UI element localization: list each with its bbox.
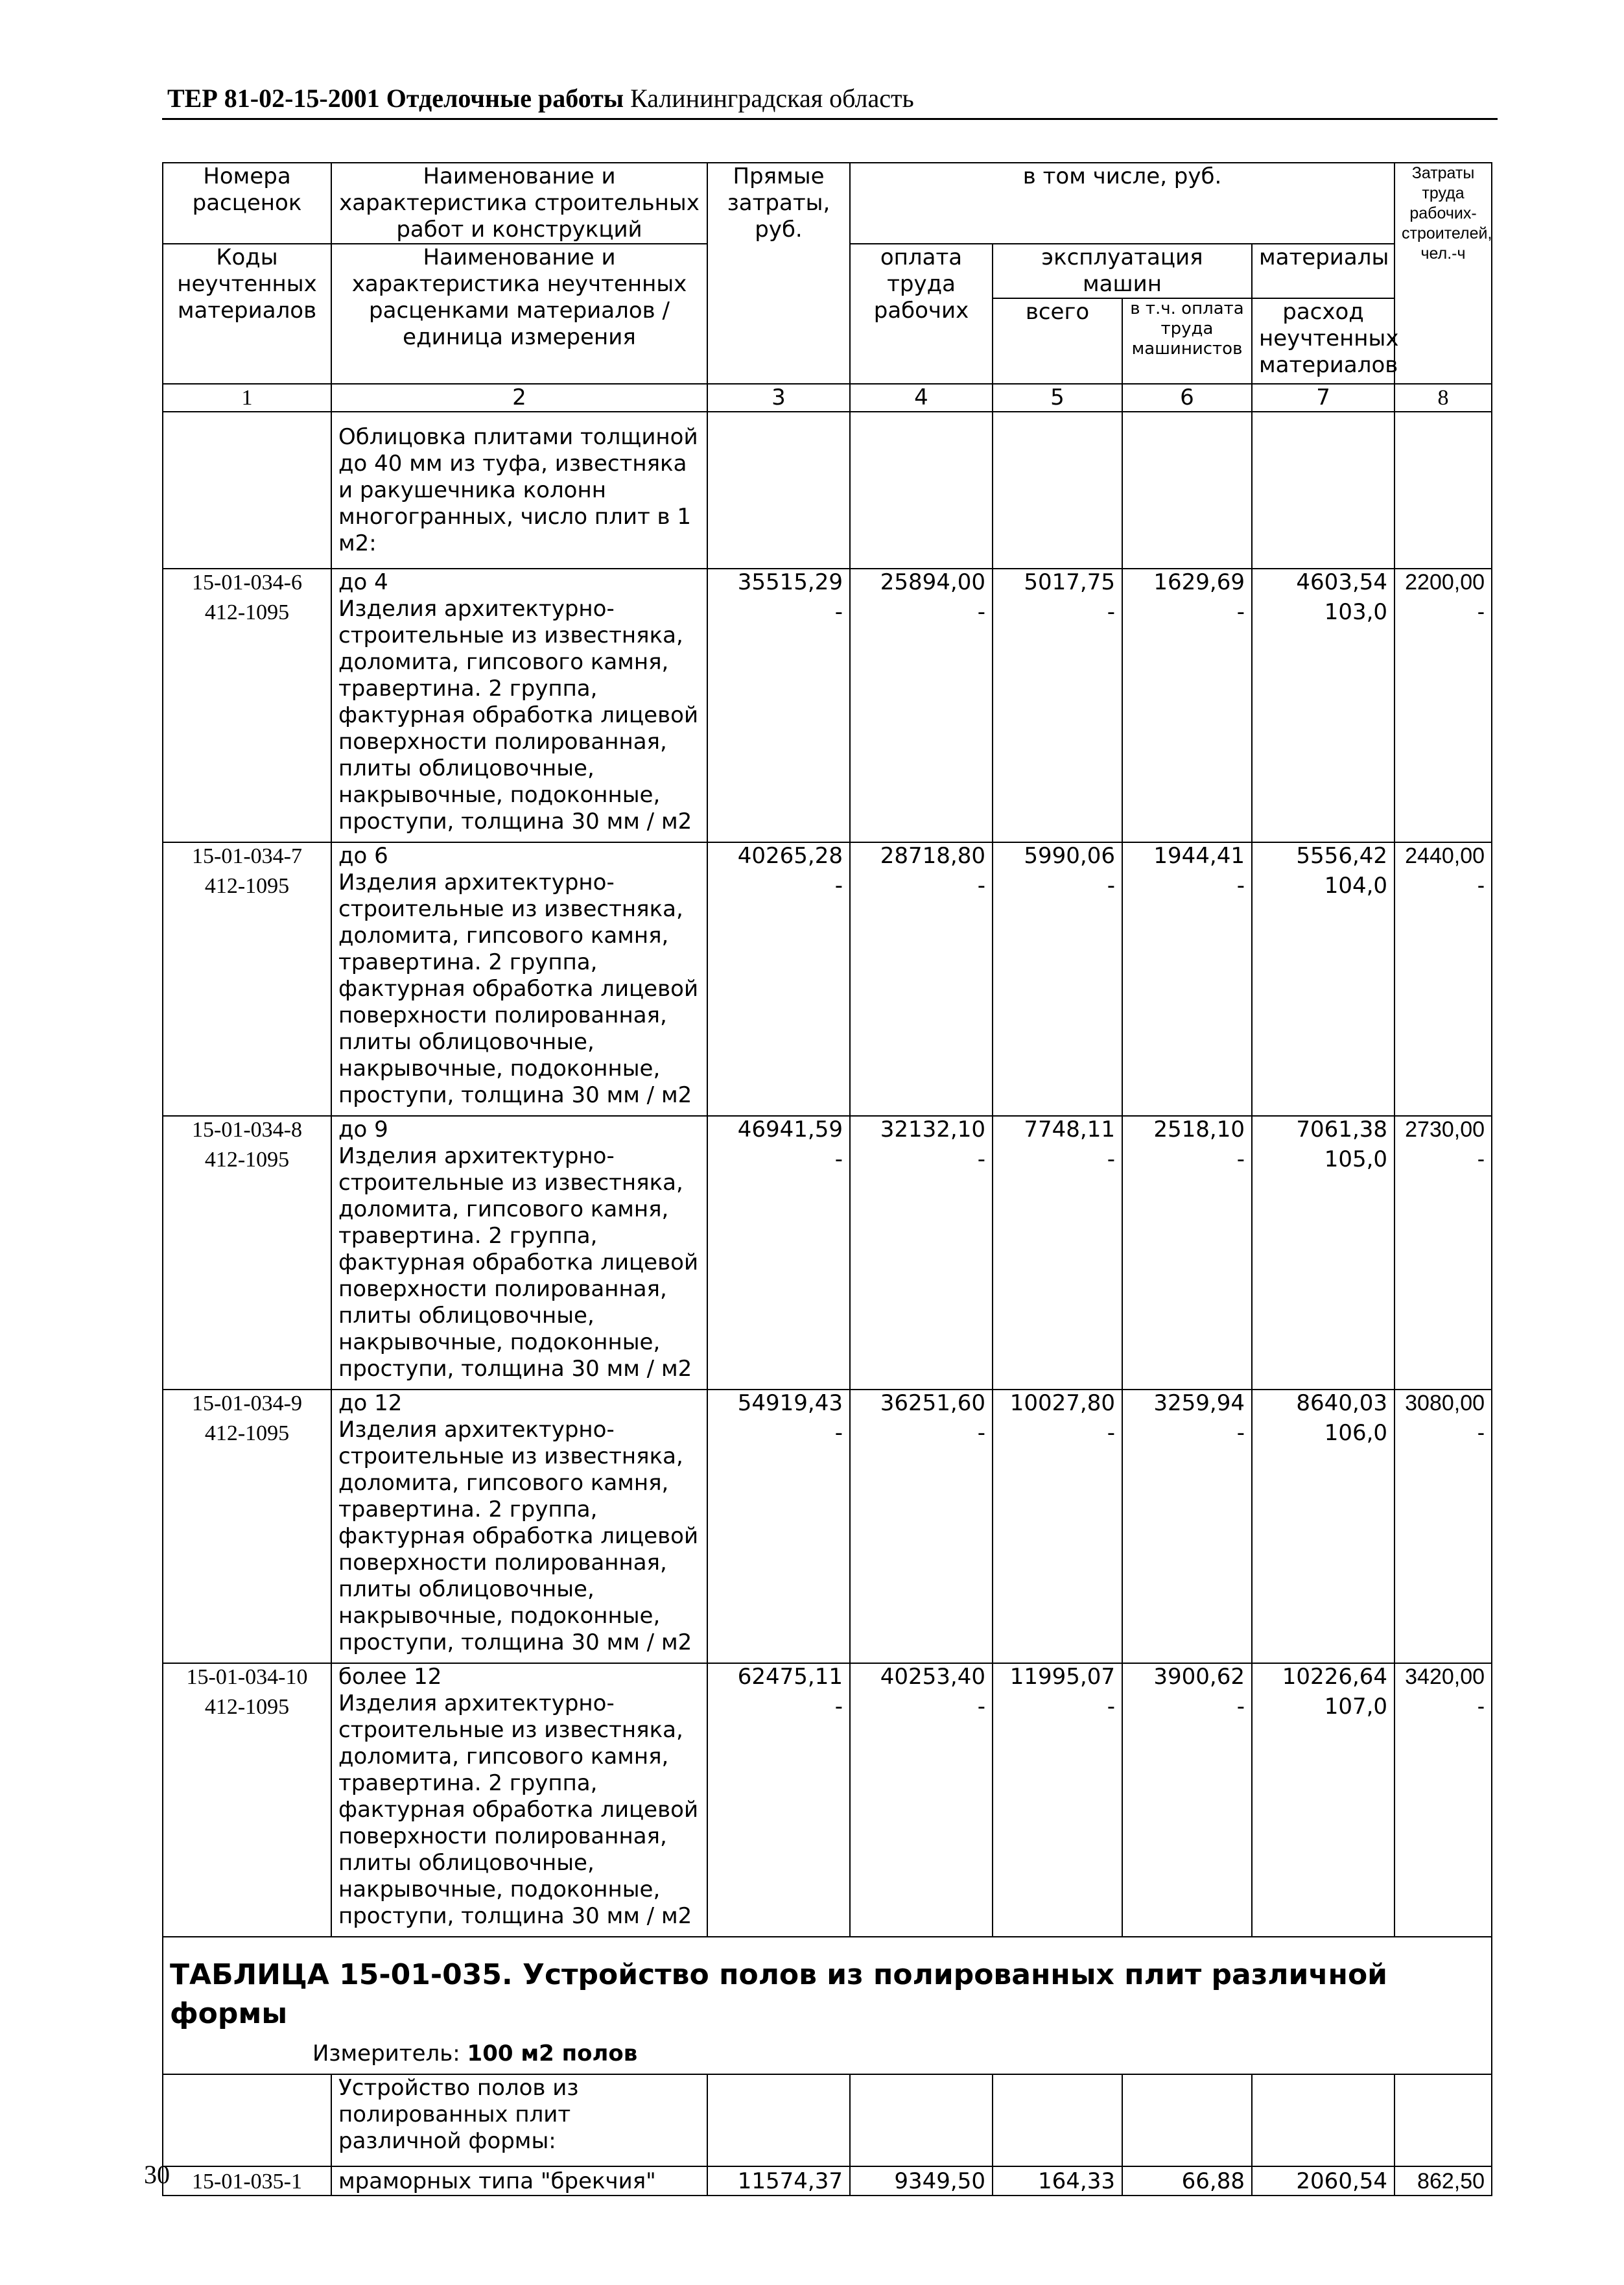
labor-hours-material: -	[1477, 1421, 1485, 1445]
material-description-line: поверхности полированная,	[338, 1823, 667, 1849]
column-number: 7	[1252, 384, 1395, 412]
labor-hours-material: -	[1477, 1147, 1485, 1172]
direct-costs: 46941,59	[737, 1117, 843, 1142]
materials-material: 104,0	[1324, 873, 1388, 899]
worker-pay-material: -	[977, 1420, 985, 1446]
header-labor-hours: Затраты труда рабочих-строителей, чел.-ч	[1395, 163, 1492, 384]
rate-code: 15-01-034-9	[192, 1391, 302, 1415]
labor-hours-material: -	[1477, 600, 1485, 624]
labor-hours: 2440,00	[1405, 844, 1485, 868]
header-including: в том числе, руб.	[850, 163, 1395, 244]
material-description-line: накрывочные, подоконные,	[338, 1603, 661, 1629]
materials: 5556,42	[1296, 843, 1388, 869]
material-description-line: фактурная обработка лицевой	[338, 702, 699, 728]
table2-measure	[163, 2037, 1491, 2074]
labor-hours: 2730,00	[1405, 1117, 1485, 1142]
machinist-pay-material: -	[1236, 1694, 1245, 1720]
machinist-pay-material: -	[1236, 1420, 1245, 1446]
worker-pay: 32132,10	[880, 1117, 985, 1142]
material-code: 412-1095	[204, 600, 290, 624]
materials: 4603,54	[1296, 569, 1388, 595]
materials-material: 103,0	[1324, 599, 1388, 625]
column-number: 1	[163, 384, 331, 412]
material-description-line: доломита, гипсового камня,	[338, 923, 669, 949]
column-number: 8	[1395, 384, 1492, 412]
worker-pay: 36251,60	[880, 1390, 985, 1416]
materials-material: 106,0	[1324, 1420, 1388, 1446]
column-number: 3	[707, 384, 850, 412]
measure-value: 100 м2 полов	[467, 2041, 638, 2066]
machines-total: 10027,80	[1009, 1390, 1115, 1416]
material-description-line: фактурная обработка лицевой	[338, 976, 699, 1002]
document-section: Отделочные работы	[386, 84, 624, 113]
rate-name: до 9	[338, 1117, 388, 1142]
table-row	[163, 842, 1492, 1116]
header-materials: материалы	[1252, 244, 1395, 298]
material-description-line: травертина. 2 группа,	[338, 676, 598, 702]
table2-group-row	[163, 2074, 1492, 2166]
direct-costs-material: -	[834, 1146, 843, 1172]
table2-group-description: Устройство полов из полированных плит различной формы:	[331, 2074, 707, 2166]
machines-total: 5017,75	[1024, 569, 1115, 595]
material-description-line: проступи, толщина 30 мм / м2	[338, 1629, 692, 1655]
materials-material: 105,0	[1324, 1146, 1388, 1172]
labor-hours: 3420,00	[1405, 1664, 1485, 1689]
material-description-line: Изделия архитектурно-	[338, 1417, 615, 1443]
direct-costs: 62475,11	[737, 1664, 843, 1690]
direct-costs: 40265,28	[737, 843, 843, 869]
table-row	[163, 569, 1492, 842]
material-description-line: плиты облицовочные,	[338, 1303, 594, 1329]
worker-pay-material: -	[977, 873, 985, 899]
material-description-line: поверхности полированная,	[338, 1550, 667, 1576]
material-description-line: проступи, толщина 30 мм / м2	[338, 1356, 692, 1382]
column-number: 2	[331, 384, 707, 412]
materials: 7061,38	[1296, 1117, 1388, 1142]
rate-code: 15-01-035-1	[192, 2170, 302, 2194]
machines-total-material: -	[1107, 1420, 1115, 1446]
material-description-line: доломита, гипсового камня,	[338, 1196, 669, 1222]
header-machines: эксплуатация машин	[993, 244, 1252, 298]
labor-hours-material: -	[1477, 873, 1485, 898]
material-description-line: травертина. 2 группа,	[338, 949, 598, 975]
material-description-line: строительные из известняка,	[338, 1717, 683, 1743]
document-code: ТЕР 81-02-15-2001	[167, 84, 380, 113]
materials-material: 107,0	[1324, 1694, 1388, 1720]
column-number: 4	[850, 384, 993, 412]
labor-hours-material: -	[1477, 1694, 1485, 1719]
document-region: Калининградская область	[630, 84, 914, 113]
material-description-line: доломита, гипсового камня,	[338, 1470, 669, 1496]
direct-costs: 54919,43	[737, 1390, 843, 1416]
worker-pay: 9349,50	[894, 2168, 985, 2194]
column-number: 5	[993, 384, 1122, 412]
header-rate-numbers: Номера расценок	[163, 163, 331, 244]
labor-hours: 862,50	[1417, 2169, 1485, 2194]
worker-pay: 28718,80	[880, 843, 985, 869]
table2-title: ТАБЛИЦА 15-01-035. Устройство полов из полированных плит различной формы	[170, 1958, 1388, 2030]
column-number: 6	[1122, 384, 1252, 412]
material-description-line: травертина. 2 группа,	[338, 1223, 598, 1249]
group-description: Облицовка плитами толщиной до 40 мм из туфа, известняка и ракушечника колонн многогранных, число плит в 1 м2:	[331, 412, 707, 569]
material-description-line: фактурная обработка лицевой	[338, 1523, 699, 1549]
material-description-line: накрывочные, подоконные,	[338, 1877, 661, 1902]
rate-name: до 12	[338, 1390, 403, 1416]
worker-pay-material: -	[977, 1146, 985, 1172]
machinist-pay-material: -	[1236, 873, 1245, 899]
machines-total: 7748,11	[1024, 1117, 1115, 1142]
header-material-name: Наименование и характеристика неучтенных расценками материалов / единица измерения	[331, 244, 707, 384]
rate-code: 15-01-034-7	[192, 844, 302, 868]
material-description-line: поверхности полированная,	[338, 1002, 667, 1028]
direct-costs-material: -	[834, 599, 843, 625]
materials: 2060,54	[1296, 2168, 1388, 2194]
worker-pay-material: -	[977, 1694, 985, 1720]
header-material-consumption: расход неучтенных материалов	[1252, 298, 1395, 384]
machinist-pay: 1944,41	[1153, 843, 1245, 869]
table-row	[163, 1116, 1492, 1390]
material-description-line: Изделия архитектурно-	[338, 1143, 615, 1169]
machines-total: 164,33	[1038, 2168, 1115, 2194]
material-description-line: проступи, толщина 30 мм / м2	[338, 809, 692, 835]
material-description-line: проступи, толщина 30 мм / м2	[338, 1082, 692, 1108]
material-code: 412-1095	[204, 1695, 290, 1719]
direct-costs-material: -	[834, 873, 843, 899]
machinist-pay: 66,88	[1181, 2168, 1245, 2194]
materials: 10226,64	[1282, 1664, 1388, 1690]
header-worker-pay: оплата труда рабочих	[850, 244, 993, 384]
material-description-line: фактурная обработка лицевой	[338, 1249, 699, 1275]
material-description-line: фактурная обработка лицевой	[338, 1797, 699, 1823]
column-numbers-row	[163, 384, 1492, 412]
labor-hours: 3080,00	[1405, 1391, 1485, 1415]
material-description-line: накрывочные, подоконные,	[338, 1056, 661, 1082]
material-description-line: накрывочные, подоконные,	[338, 1329, 661, 1355]
direct-costs-material: -	[834, 1694, 843, 1720]
header-machinist-pay: в т.ч. оплата труда машинистов	[1122, 298, 1252, 384]
machinist-pay: 3259,94	[1153, 1390, 1245, 1416]
material-description-line: поверхности полированная,	[338, 729, 667, 755]
table-row	[163, 1663, 1492, 1937]
material-description-line: Изделия архитектурно-	[338, 1690, 615, 1716]
rate-name: до 6	[338, 843, 388, 869]
rate-name: мраморных типа "брекчия"	[338, 2168, 656, 2194]
material-description-line: доломита, гипсового камня,	[338, 649, 669, 675]
rate-name: до 4	[338, 569, 388, 595]
rate-name: более 12	[338, 1664, 442, 1690]
table-row	[163, 2166, 1492, 2196]
worker-pay: 25894,00	[880, 569, 985, 595]
group-description-row	[163, 412, 1492, 569]
rate-code: 15-01-034-8	[192, 1118, 302, 1142]
header-rule	[162, 118, 1498, 120]
material-description-line: плиты облицовочные,	[338, 1576, 594, 1602]
material-description-line: строительные из известняка,	[338, 1443, 683, 1469]
machinist-pay: 1629,69	[1153, 569, 1245, 595]
machines-total-material: -	[1107, 599, 1115, 625]
material-description-line: Изделия архитектурно-	[338, 596, 615, 622]
material-description-line: строительные из известняка,	[338, 622, 683, 648]
worker-pay: 40253,40	[880, 1664, 985, 1690]
rate-code: 15-01-034-10	[186, 1665, 308, 1689]
material-description-line: строительные из известняка,	[338, 896, 683, 922]
rates-table	[162, 162, 1492, 2196]
page-number: 30	[144, 2160, 170, 2189]
worker-pay-material: -	[977, 599, 985, 625]
direct-costs-material: -	[834, 1420, 843, 1446]
labor-hours: 2200,00	[1405, 570, 1485, 595]
header-work-name: Наименование и характеристика строительных работ и конструкций	[331, 163, 707, 244]
page-header	[167, 83, 1496, 113]
material-description-line: проступи, толщина 30 мм / м2	[338, 1903, 692, 1929]
table-row	[163, 1390, 1492, 1663]
machines-total-material: -	[1107, 1146, 1115, 1172]
material-description-line: поверхности полированная,	[338, 1276, 667, 1302]
direct-costs: 11574,37	[737, 2168, 843, 2194]
header-material-codes: Коды неучтенных материалов	[163, 244, 331, 384]
material-description-line: травертина. 2 группа,	[338, 1497, 598, 1522]
machinist-pay-material: -	[1236, 599, 1245, 625]
material-description-line: доломита, гипсового камня,	[338, 1744, 669, 1770]
machines-total-material: -	[1107, 873, 1115, 899]
header-machines-total: всего	[993, 298, 1122, 384]
material-description-line: Изделия архитектурно-	[338, 870, 615, 895]
material-description-line: строительные из известняка,	[338, 1170, 683, 1196]
header-direct-costs: Прямые затраты, руб.	[707, 163, 850, 384]
machinist-pay: 3900,62	[1153, 1664, 1245, 1690]
material-description-line: плиты облицовочные,	[338, 1029, 594, 1055]
material-description-line: плиты облицовочные,	[338, 755, 594, 781]
machines-total-material: -	[1107, 1694, 1115, 1720]
material-description-line: накрывочные, подоконные,	[338, 782, 661, 808]
table2-title-row	[163, 1937, 1492, 2074]
material-code: 412-1095	[204, 874, 290, 898]
machines-total: 11995,07	[1009, 1664, 1115, 1690]
material-description-line: плиты облицовочные,	[338, 1850, 594, 1876]
rate-code: 15-01-034-6	[192, 571, 302, 595]
measure-label: Измеритель:	[312, 2041, 460, 2066]
direct-costs: 35515,29	[737, 569, 843, 595]
machinist-pay: 2518,10	[1153, 1117, 1245, 1142]
materials: 8640,03	[1296, 1390, 1388, 1416]
machinist-pay-material: -	[1236, 1146, 1245, 1172]
material-code: 412-1095	[204, 1148, 290, 1172]
machines-total: 5990,06	[1024, 843, 1115, 869]
material-code: 412-1095	[204, 1421, 290, 1445]
material-description-line: травертина. 2 группа,	[338, 1770, 598, 1796]
